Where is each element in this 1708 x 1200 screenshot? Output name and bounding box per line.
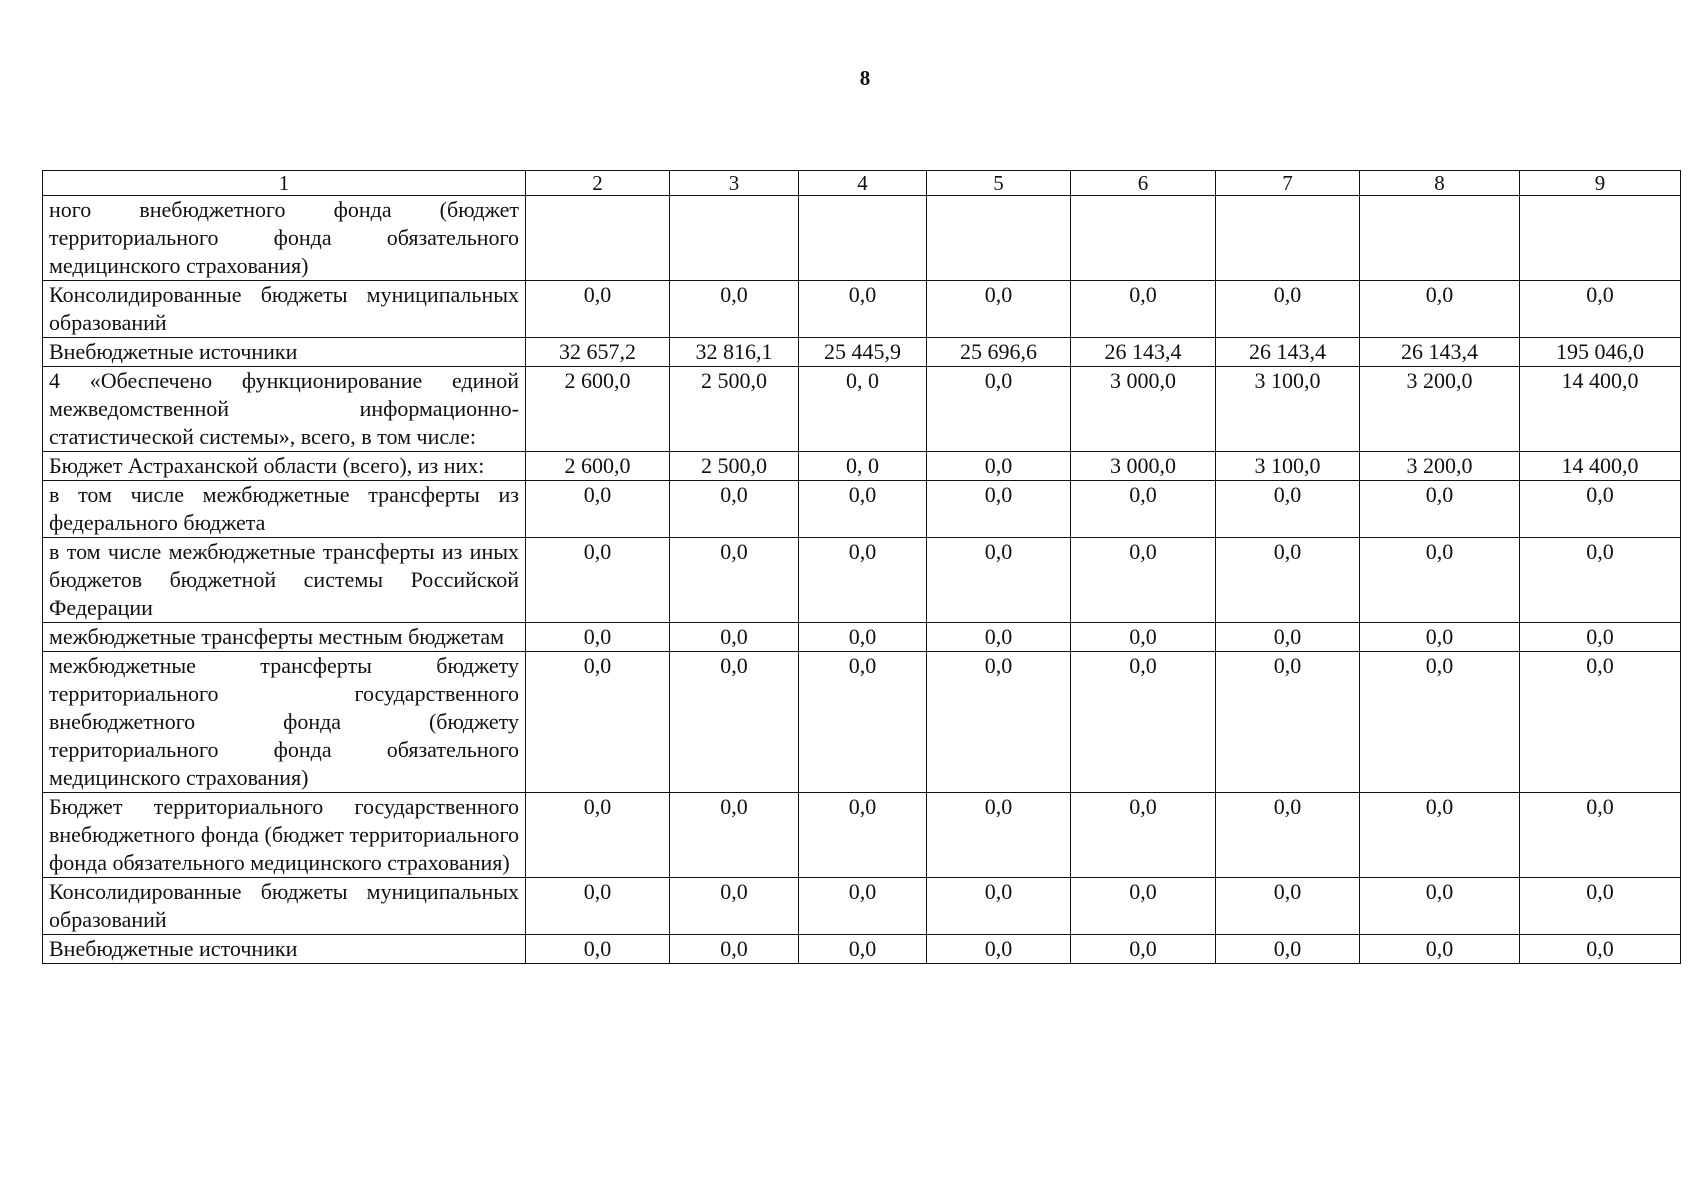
value-cell: 26 143,4	[1360, 338, 1520, 367]
column-header: 7	[1216, 171, 1360, 196]
value-cell: 0,0	[799, 623, 927, 652]
row-label: в том числе межбюджетные трансферты из иных бюджетов бюджетной системы Российской Федерации	[43, 538, 526, 623]
row-label: 4 «Обеспечено функционирование единой межведомственной информационно-статистической системы», всего, в том числе:	[43, 367, 526, 452]
value-cell: 0,0	[1520, 281, 1681, 338]
value-cell: 26 143,4	[1071, 338, 1216, 367]
value-cell: 0,0	[1071, 878, 1216, 935]
value-cell: 0,0	[670, 652, 799, 793]
value-cell	[1071, 196, 1216, 281]
value-cell: 0,0	[1071, 538, 1216, 623]
row-label: межбюджетные трансферты местным бюджетам	[43, 623, 526, 652]
value-cell: 0,0	[670, 281, 799, 338]
value-cell: 0, 0	[799, 452, 927, 481]
value-cell	[1360, 196, 1520, 281]
value-cell: 0,0	[1360, 878, 1520, 935]
value-cell: 0,0	[1216, 878, 1360, 935]
value-cell: 0,0	[526, 793, 670, 878]
row-label: ного внебюджетного фонда (бюджет территориального фонда обязательного медицинского страхования)	[43, 196, 526, 281]
value-cell: 0,0	[927, 367, 1071, 452]
value-cell: 0,0	[927, 623, 1071, 652]
value-cell: 0,0	[1071, 935, 1216, 964]
value-cell: 0,0	[927, 793, 1071, 878]
value-cell: 0,0	[526, 623, 670, 652]
row-label: Внебюджетные источники	[43, 935, 526, 964]
table-row	[43, 623, 1681, 652]
value-cell: 0,0	[526, 481, 670, 538]
column-header: 6	[1071, 171, 1216, 196]
column-header: 9	[1520, 171, 1681, 196]
value-cell	[799, 196, 927, 281]
value-cell: 0,0	[927, 481, 1071, 538]
column-header: 8	[1360, 171, 1520, 196]
row-label: Консолидированные бюджеты муниципальных образований	[43, 281, 526, 338]
value-cell: 0,0	[1216, 793, 1360, 878]
value-cell: 14 400,0	[1520, 367, 1681, 452]
value-cell: 0,0	[526, 652, 670, 793]
table-row	[43, 935, 1681, 964]
value-cell: 0,0	[799, 281, 927, 338]
value-cell: 14 400,0	[1520, 452, 1681, 481]
value-cell: 0,0	[1360, 481, 1520, 538]
value-cell: 0,0	[799, 793, 927, 878]
value-cell: 25 445,9	[799, 338, 927, 367]
value-cell: 0,0	[1520, 878, 1681, 935]
value-cell: 0,0	[1360, 652, 1520, 793]
column-header: 2	[526, 171, 670, 196]
table-row	[43, 281, 1681, 338]
value-cell: 0,0	[1071, 793, 1216, 878]
value-cell: 0,0	[670, 878, 799, 935]
value-cell: 0,0	[1216, 281, 1360, 338]
value-cell: 32 816,1	[670, 338, 799, 367]
value-cell: 0,0	[1520, 793, 1681, 878]
budget-table	[42, 170, 1681, 964]
value-cell: 0,0	[927, 281, 1071, 338]
table-row	[43, 367, 1681, 452]
value-cell: 0,0	[1216, 652, 1360, 793]
table-row	[43, 338, 1681, 367]
value-cell: 3 100,0	[1216, 452, 1360, 481]
value-cell	[1216, 196, 1360, 281]
value-cell: 195 046,0	[1520, 338, 1681, 367]
value-cell: 0,0	[526, 281, 670, 338]
value-cell: 0,0	[1360, 538, 1520, 623]
value-cell: 3 000,0	[1071, 367, 1216, 452]
value-cell: 3 200,0	[1360, 452, 1520, 481]
value-cell: 0,0	[927, 652, 1071, 793]
value-cell: 3 000,0	[1071, 452, 1216, 481]
value-cell: 0,0	[1216, 623, 1360, 652]
value-cell: 0,0	[526, 935, 670, 964]
value-cell: 0,0	[670, 481, 799, 538]
value-cell: 0,0	[1360, 793, 1520, 878]
table-row	[43, 652, 1681, 793]
value-cell: 0,0	[1216, 935, 1360, 964]
value-cell: 0,0	[1071, 281, 1216, 338]
value-cell: 0,0	[1360, 281, 1520, 338]
value-cell: 2 500,0	[670, 367, 799, 452]
value-cell: 3 200,0	[1360, 367, 1520, 452]
value-cell: 0,0	[1071, 652, 1216, 793]
value-cell: 0,0	[526, 538, 670, 623]
value-cell	[526, 196, 670, 281]
value-cell: 2 500,0	[670, 452, 799, 481]
value-cell: 0,0	[799, 481, 927, 538]
value-cell: 0,0	[799, 538, 927, 623]
value-cell: 0,0	[799, 935, 927, 964]
value-cell: 0,0	[670, 793, 799, 878]
value-cell	[1520, 196, 1681, 281]
value-cell: 0,0	[799, 652, 927, 793]
value-cell: 0,0	[1360, 623, 1520, 652]
column-header: 3	[670, 171, 799, 196]
value-cell: 0,0	[1071, 623, 1216, 652]
value-cell: 2 600,0	[526, 452, 670, 481]
value-cell: 0,0	[927, 935, 1071, 964]
value-cell: 0,0	[1216, 481, 1360, 538]
row-label: Внебюджетные источники	[43, 338, 526, 367]
value-cell: 0,0	[1520, 481, 1681, 538]
value-cell: 0,0	[526, 878, 670, 935]
table-row	[43, 196, 1681, 281]
row-label: межбюджетные трансферты бюджету территориального государственного внебюджетного фонда (бюджету территориального фонда обязательного медицинского страхования)	[43, 652, 526, 793]
column-header: 1	[43, 171, 526, 196]
row-label: в том числе межбюджетные трансферты из федерального бюджета	[43, 481, 526, 538]
row-label: Бюджет Астраханской области (всего), из них:	[43, 452, 526, 481]
table-row	[43, 538, 1681, 623]
table-row	[43, 452, 1681, 481]
table-row	[43, 481, 1681, 538]
value-cell: 0,0	[1520, 935, 1681, 964]
value-cell: 0,0	[1071, 481, 1216, 538]
value-cell	[927, 196, 1071, 281]
value-cell: 0,0	[799, 878, 927, 935]
page-number: 8	[859, 66, 871, 90]
value-cell: 0,0	[670, 935, 799, 964]
value-cell: 0,0	[1520, 538, 1681, 623]
value-cell: 25 696,6	[927, 338, 1071, 367]
value-cell: 3 100,0	[1216, 367, 1360, 452]
value-cell: 0,0	[1520, 623, 1681, 652]
value-cell: 0,0	[927, 538, 1071, 623]
value-cell: 0,0	[1520, 652, 1681, 793]
table-row	[43, 793, 1681, 878]
value-cell	[670, 196, 799, 281]
value-cell: 0,0	[1216, 538, 1360, 623]
value-cell: 0,0	[927, 452, 1071, 481]
column-header: 5	[927, 171, 1071, 196]
value-cell: 0,0	[1360, 935, 1520, 964]
value-cell: 0,0	[927, 878, 1071, 935]
value-cell: 0,0	[670, 538, 799, 623]
value-cell: 32 657,2	[526, 338, 670, 367]
value-cell: 2 600,0	[526, 367, 670, 452]
value-cell: 26 143,4	[1216, 338, 1360, 367]
row-label: Консолидированные бюджеты муниципальных образований	[43, 878, 526, 935]
header-row	[43, 171, 1681, 196]
value-cell: 0,0	[670, 623, 799, 652]
value-cell: 0, 0	[799, 367, 927, 452]
row-label: Бюджет территориального государственного внебюджетного фонда (бюджет территориального фонда обязательного медицинского страхования)	[43, 793, 526, 878]
column-header: 4	[799, 171, 927, 196]
table-row	[43, 878, 1681, 935]
